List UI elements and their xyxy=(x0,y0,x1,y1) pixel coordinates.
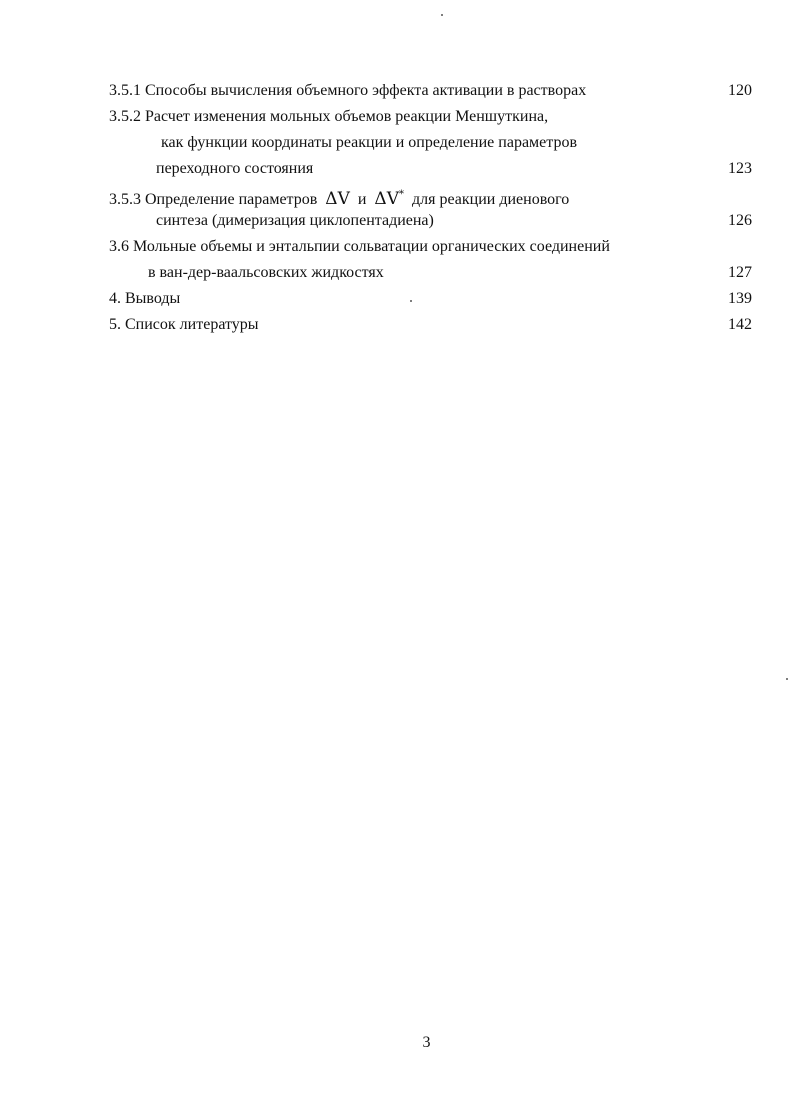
toc-entry-title: 3.5.3 Определение параметров xyxy=(109,191,318,208)
toc-page-number: 126 xyxy=(728,212,752,229)
toc-entry-3-5-3 xyxy=(109,182,752,208)
toc-page-number: 142 xyxy=(728,316,752,333)
toc-entry-title: 3.5.1 Способы вычисления объемного эффекта активации в растворах xyxy=(109,82,587,99)
delta-v-star-symbol: ΔV* xyxy=(374,189,404,209)
toc-entry-title-continued: синтеза (димеризация циклопентадиена) xyxy=(156,212,434,229)
toc-entry-continuation xyxy=(109,130,752,156)
toc-entry-3-5-2 xyxy=(109,104,752,130)
toc-entry-title-continued: как функции координаты реакции и определение параметров xyxy=(161,134,578,151)
toc-entry-3-6 xyxy=(109,234,752,260)
toc-entry-5 xyxy=(109,312,752,338)
table-of-contents xyxy=(109,78,752,338)
toc-entry-title: 5. Список литературы xyxy=(109,316,259,333)
toc-entry-4 xyxy=(109,286,752,312)
toc-page-number: 139 xyxy=(728,290,752,307)
toc-entry-title: 3.6 Мольные объемы и энтальпии сольватации органических соединений xyxy=(109,238,610,255)
toc-entry-continuation xyxy=(109,156,752,182)
toc-entry-title: 3.5.2 Расчет изменения мольных объемов реакции Меншуткина, xyxy=(109,108,549,125)
toc-page-number: 123 xyxy=(728,160,752,177)
toc-page-number: 127 xyxy=(728,264,752,281)
toc-entry-title-continued: переходного состояния xyxy=(156,160,314,177)
toc-entry-title-continued: в ван-дер-ваальсовских жидкостях xyxy=(148,264,384,281)
toc-entry-title: 4. Выводы xyxy=(109,290,181,307)
scan-speck xyxy=(786,678,788,680)
delta-v-symbol: ΔV xyxy=(325,189,350,209)
page-number: 3 xyxy=(422,1034,431,1051)
toc-entry-title-suffix: для реакции диенового xyxy=(411,191,570,208)
toc-entry-continuation xyxy=(109,260,752,286)
toc-page-number: 120 xyxy=(728,82,752,99)
toc-entry-continuation xyxy=(109,208,752,234)
conjunction-text: и xyxy=(357,191,367,208)
toc-entry-3-5-1 xyxy=(109,78,752,104)
scan-speck xyxy=(441,14,443,16)
